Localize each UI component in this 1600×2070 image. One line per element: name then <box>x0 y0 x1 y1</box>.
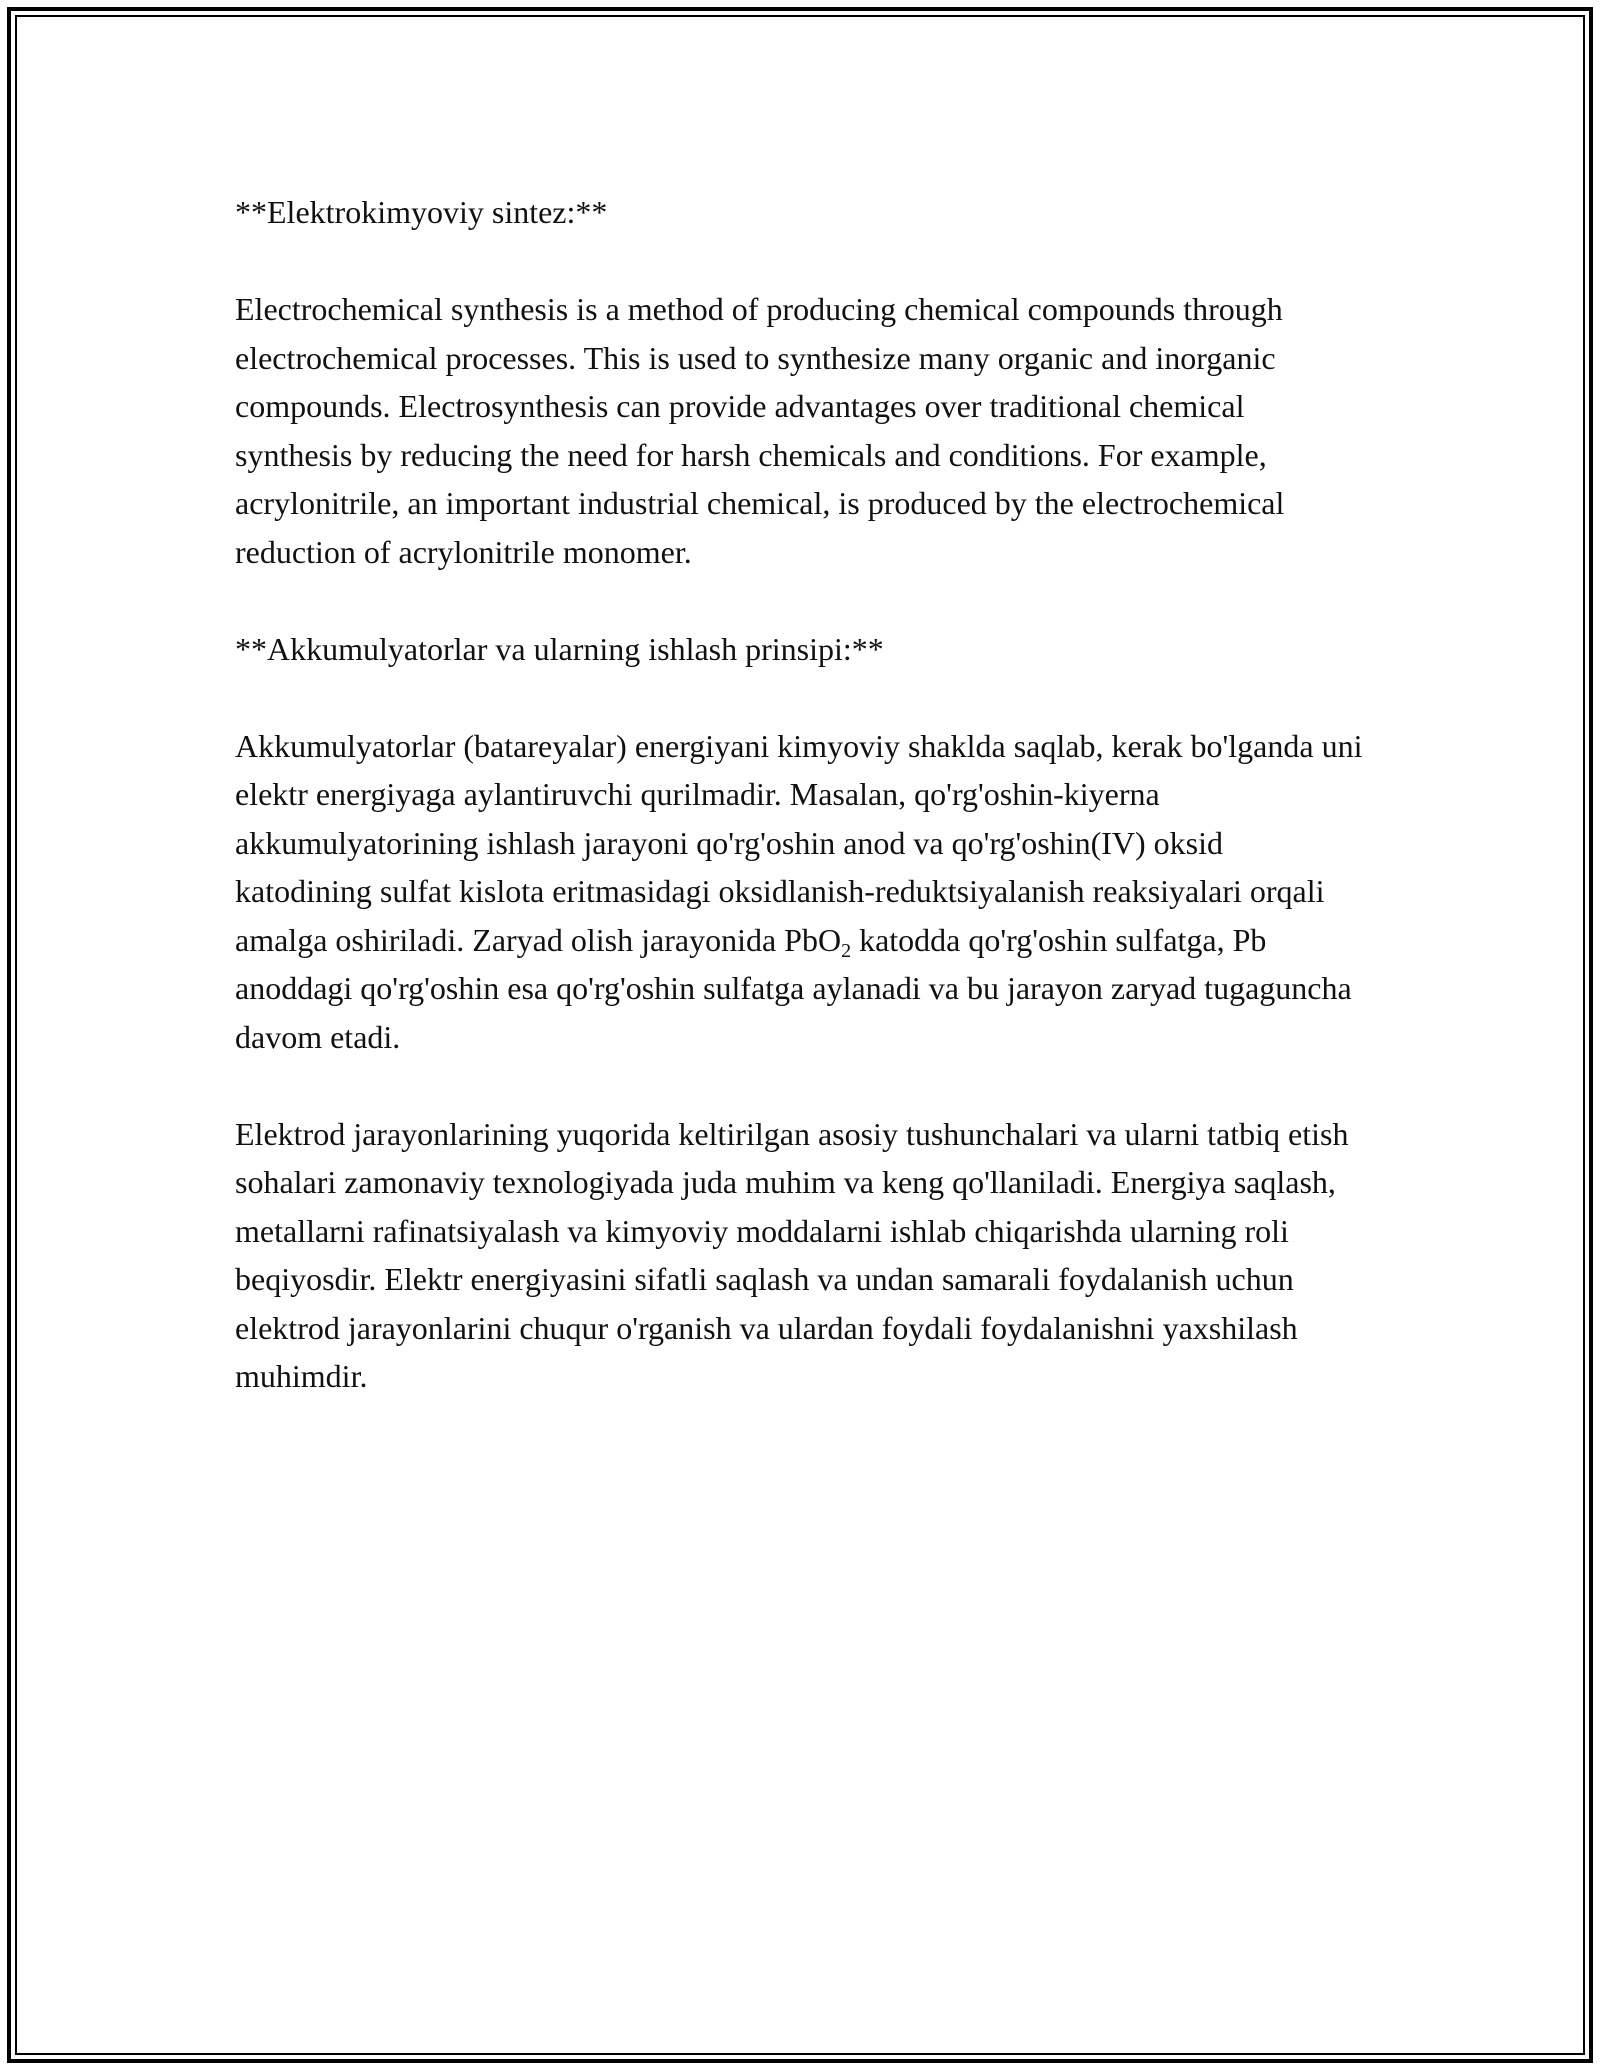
formula-subscript: 2 <box>841 939 852 962</box>
section-heading-electrochemical-synthesis: **Elektrokimyoviy sintez:** <box>235 194 608 230</box>
paragraph-accumulators <box>235 722 1365 1062</box>
paragraph-conclusion: Elektrod jarayonlarining yuqorida keltirilgan asosiy tushunchalari va ularni tatbiq etish sohalari zamonaviy texnologiyada juda muhim va keng qo'llaniladi. Energiya saqlash, metallarni rafinatsiyalash va kimyoviy moddalarni ishlab chiqarishda ularning roli beqiyosdir. Elektr energiyasini sifatli saqlash va undan samarali foydalanish uchun elektrod jarayonlarini chuqur o'rganish va ulardan foydali foydalanishni yaxshilash muhimdir. <box>235 1115 1349 1394</box>
formula-base: PbO <box>784 921 842 958</box>
formula-pbo2 <box>784 921 852 962</box>
section-heading-accumulators: **Akkumulyatorlar va ularning ishlash prinsipi:** <box>235 630 884 667</box>
document-body <box>235 188 1365 1449</box>
paragraph-accumulators-text-1: Akkumulyatorlar (batareyalar) energiyani kimyoviy shaklda saqlab, kerak bo'lganda uni elektr energiyaga aylantiruvchi qurilmadir. Masalan, qo'rg'oshin-kiyerna akkumulyatorining ishlash jarayoni qo'rg'oshin anod va qo'rg'oshin(IV) oksid katodining sulfat kislota eritmasidagi oksidlanish-reduktsiyalanish reaksiyalari orqali amalga oshiriladi. Zaryad olish jarayonida <box>235 727 1363 958</box>
paragraph-electrochemical-synthesis: Electrochemical synthesis is a method of producing chemical compounds through electrochemical processes. This is used to synthesize many organic and inorganic compounds. Electrosynthesis can provide advantages over traditional chemical synthesis by reducing the need for harsh chemicals and conditions. For example, acrylonitrile, an important industrial chemical, is produced by the electrochemical reduction of acrylonitrile monomer. <box>235 291 1285 570</box>
paragraph-accumulators-text-2: katodda qo'rg'oshin sulfatga, Pb anoddagi qo'rg'oshin esa qo'rg'oshin sulfatga aylanadi va bu jarayon zaryad tugaguncha davom etadi. <box>235 921 1352 1055</box>
